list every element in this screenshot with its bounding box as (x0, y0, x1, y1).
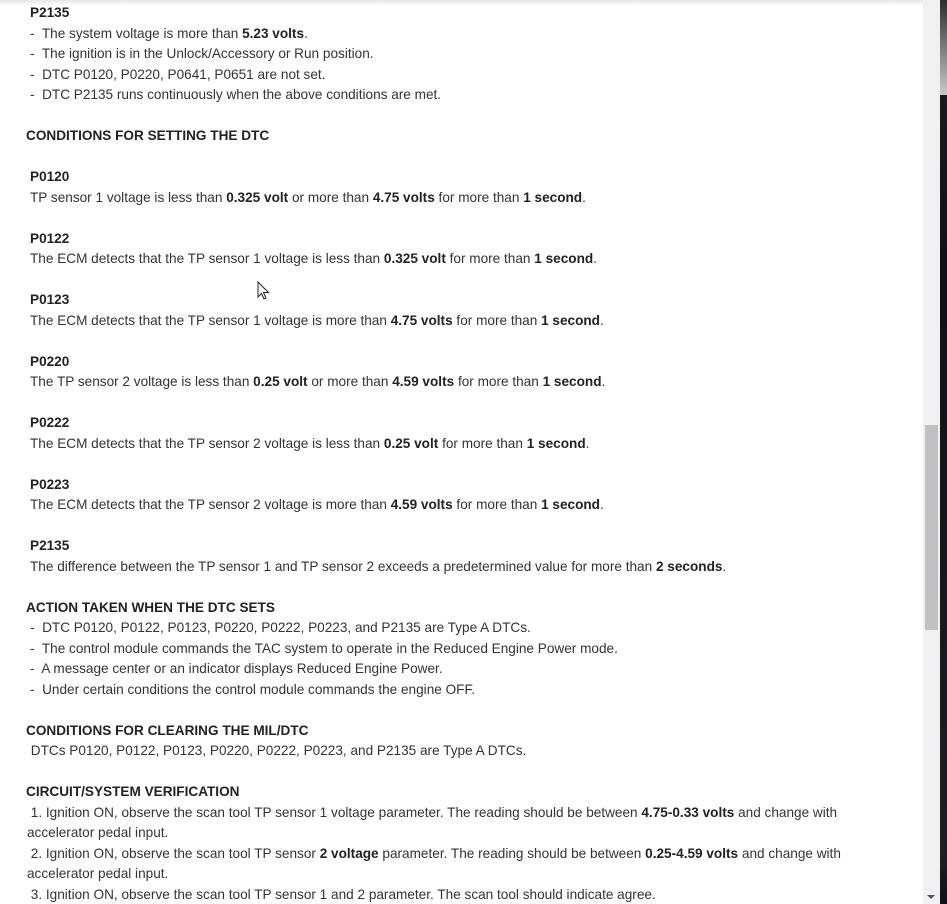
vertical-scrollbar[interactable] (923, 0, 940, 904)
text-segment: or more than (307, 374, 393, 389)
dtc-code: P0123 (30, 292, 70, 307)
section (26, 126, 876, 147)
dtc-block (26, 352, 876, 393)
text-segment: for more than (434, 189, 524, 205)
dtc-code: P0223 (30, 476, 70, 492)
dtc-code: P2135 (30, 5, 70, 20)
text-segment: - A message center or an indicator displays Reduced Engine Power. (30, 661, 443, 676)
section-heading: ACTION TAKEN WHEN THE DTC SETS (26, 599, 275, 615)
text-line (26, 885, 876, 904)
text-line (26, 741, 876, 762)
section-heading: CONDITIONS FOR CLEARING THE MIL/DTC (26, 722, 309, 738)
text-segment: - DTC P0120, P0220, P0641, P0651 are not set. (30, 66, 326, 82)
text-segment: 2. Ignition ON, observe the scan tool TP sensor (27, 845, 320, 861)
emphasized-value: 0.25 volt (253, 374, 308, 389)
emphasized-value: 4.75 volts (372, 189, 435, 205)
emphasized-value: 1 second (542, 374, 602, 389)
text-line (26, 249, 876, 270)
text-segment: or more than (288, 189, 373, 205)
text-segment: for more than (452, 312, 542, 328)
emphasized-value: 0.25-4.59 volts (645, 845, 739, 861)
section (26, 721, 876, 762)
dtc-code: P0222 (30, 415, 70, 430)
emphasized-value: 1 second (526, 435, 586, 451)
emphasized-value: 4.59 volts (392, 374, 455, 389)
emphasized-value: 2 voltage (319, 845, 379, 861)
text-segment: 3. Ignition ON, observe the scan tool TP sensor 1 and 2 parameter. The scan tool should indicate agree. (27, 886, 656, 902)
dtc-block (26, 229, 876, 270)
text-segment: and change with accelerator pedal input. (27, 804, 841, 840)
window-edge-top (940, 0, 947, 95)
text-line (26, 557, 876, 578)
scroll-down-arrow-icon[interactable] (927, 895, 935, 899)
bullet-item (26, 659, 876, 680)
dtc-code: P0120 (30, 169, 70, 184)
text-segment: . (722, 558, 727, 574)
text-segment: . (600, 312, 604, 328)
text-segment: . (593, 251, 597, 266)
dtc-block (26, 413, 876, 454)
bullet-item (26, 680, 876, 701)
text-segment: The ECM detects that the TP sensor 2 voltage is more than (30, 497, 391, 512)
bullet-item (26, 639, 876, 660)
text-segment: for more than (454, 374, 543, 389)
text-segment: 1. Ignition ON, observe the scan tool TP sensor 1 voltage parameter. The reading should be between (27, 804, 642, 820)
text-line (26, 495, 876, 516)
text-segment: for more than (452, 497, 542, 512)
dtc-block (26, 290, 876, 331)
text-segment: TP sensor 1 voltage is less than (30, 189, 227, 205)
text-line (26, 372, 876, 393)
emphasized-value: 4.75-0.33 volts (641, 804, 735, 820)
text-segment: The difference between the TP sensor 1 and TP sensor 2 exceeds a predetermined value for more than (30, 558, 656, 574)
emphasized-value: 0.325 volt (226, 189, 289, 205)
text-segment: The ECM detects that the TP sensor 1 voltage is less than (30, 251, 384, 266)
text-segment: parameter. The reading should be between (378, 845, 646, 861)
text-segment: - The ignition is in the Unlock/Accessory or Run position. (30, 46, 374, 61)
emphasized-value: 0.325 volt (383, 251, 446, 266)
emphasized-value: 0.25 volt (383, 435, 439, 451)
text-line (26, 188, 876, 209)
bullet-item (26, 65, 876, 86)
dtc-block (26, 475, 876, 516)
bullet-item (26, 85, 876, 106)
text-line (26, 803, 876, 844)
dtc-block (26, 3, 876, 106)
text-line (26, 311, 876, 332)
text-segment: - DTC P0120, P0122, P0123, P0220, P0222, P0223, and P2135 are Type A DTCs. (30, 620, 531, 635)
section (26, 598, 876, 701)
emphasized-value: 5.23 volts (242, 25, 305, 41)
text-segment: The ECM detects that the TP sensor 2 voltage is less than (30, 435, 384, 451)
document-body (26, 3, 876, 904)
text-segment: The ECM detects that the TP sensor 1 voltage is more than (30, 312, 391, 328)
scrollbar-thumb[interactable] (925, 425, 938, 630)
dtc-code: P0122 (30, 230, 70, 246)
text-segment: and change with accelerator pedal input. (27, 845, 845, 881)
text-segment: - The system voltage is more than (30, 25, 243, 41)
emphasized-value: 1 second (541, 312, 600, 328)
dtc-block (26, 536, 876, 577)
mouse-cursor-icon (257, 281, 271, 301)
text-segment: for more than (445, 251, 535, 266)
text-segment: . (600, 497, 604, 512)
text-segment: . (601, 374, 606, 389)
bullet-item (26, 24, 876, 45)
bullet-item (26, 44, 876, 65)
emphasized-value: 1 second (541, 497, 600, 512)
dtc-code: P0220 (30, 353, 70, 369)
text-line (26, 434, 876, 455)
text-segment: - DTC P2135 runs continuously when the above conditions are met. (30, 87, 442, 102)
text-segment: . (585, 435, 590, 451)
text-segment: DTCs P0120, P0122, P0123, P0220, P0222, P0223, and P2135 are Type A DTCs. (27, 743, 527, 758)
emphasized-value: 4.75 volts (390, 312, 453, 328)
text-segment: . (582, 189, 586, 205)
emphasized-value: 1 second (523, 189, 583, 205)
window-edge (940, 0, 947, 904)
text-segment: - Under certain conditions the control module commands the engine OFF. (30, 681, 476, 697)
text-segment: The TP sensor 2 voltage is less than (30, 374, 254, 389)
bullet-item (26, 618, 876, 639)
emphasized-value: 2 seconds (655, 558, 723, 574)
section-heading: CONDITIONS FOR SETTING THE DTC (26, 128, 270, 143)
text-line (26, 844, 876, 885)
emphasized-value: 1 second (534, 251, 594, 266)
dtc-code: P2135 (30, 538, 70, 553)
section-heading: CIRCUIT/SYSTEM VERIFICATION (26, 784, 240, 799)
text-segment: - The control module commands the TAC system to operate in the Reduced Engine Power mode. (30, 640, 618, 656)
text-segment: . (304, 25, 308, 41)
emphasized-value: 4.59 volts (390, 497, 453, 512)
dtc-block (26, 167, 876, 208)
section (26, 782, 876, 904)
text-segment: for more than (438, 435, 527, 451)
